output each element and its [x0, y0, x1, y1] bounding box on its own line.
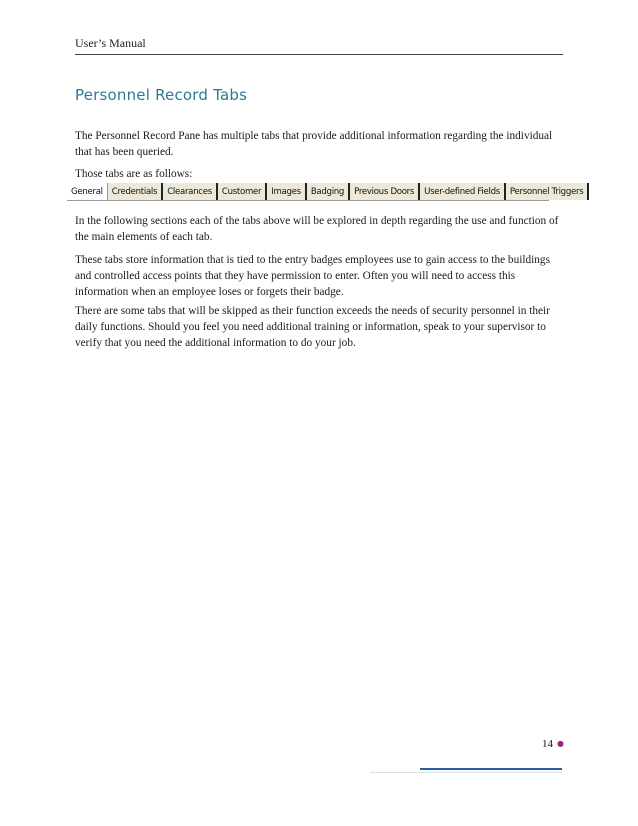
skipped-tabs-paragraph: There are some tabs that will be skipped as their function exceeds the needs of security personnel in their daily functions. Should you feel you need additional training or information, speak to your supervisor to verify that you need the additional information to do your job. — [75, 305, 550, 349]
section-title: Personnel Record Tabs — [75, 86, 248, 104]
tab-personnel-triggers[interactable]: Personnel Triggers — [506, 183, 589, 200]
tab-badging[interactable]: Badging — [307, 183, 350, 200]
page-bullet-icon: ● — [557, 739, 564, 748]
tabs-lead-paragraph: Those tabs are as follows: — [75, 168, 193, 180]
tab-customer[interactable]: Customer — [218, 183, 267, 200]
footer-rule — [420, 768, 562, 770]
tab-clearances[interactable]: Clearances — [163, 183, 218, 200]
sections-paragraph: In the following sections each of the tabs above will be explored in depth regarding the use and function of the main elements of each tab. — [75, 215, 559, 243]
tab-images[interactable]: Images — [267, 183, 307, 200]
intro-paragraph: The Personnel Record Pane has multiple tabs that provide additional information regarding the individual that has been queried. — [75, 130, 553, 158]
tab-general[interactable]: General — [67, 183, 108, 200]
tab-previous-doors[interactable]: Previous Doors — [350, 183, 420, 200]
page-number: 14 — [542, 738, 553, 750]
running-header: User’s Manual — [75, 36, 563, 55]
footer-faint-rule — [370, 772, 562, 773]
badges-paragraph: These tabs store information that is tied to the entry badges employees use to gain access to the buildings and controlled access points that they have permission to enter. Often you will need to access this information when an employee loses or forgets their badge. — [75, 254, 550, 298]
tab-credentials[interactable]: Credentials — [108, 183, 163, 200]
tab-user-defined-fields[interactable]: User-defined Fields — [420, 183, 506, 200]
personnel-tab-strip — [67, 183, 584, 201]
